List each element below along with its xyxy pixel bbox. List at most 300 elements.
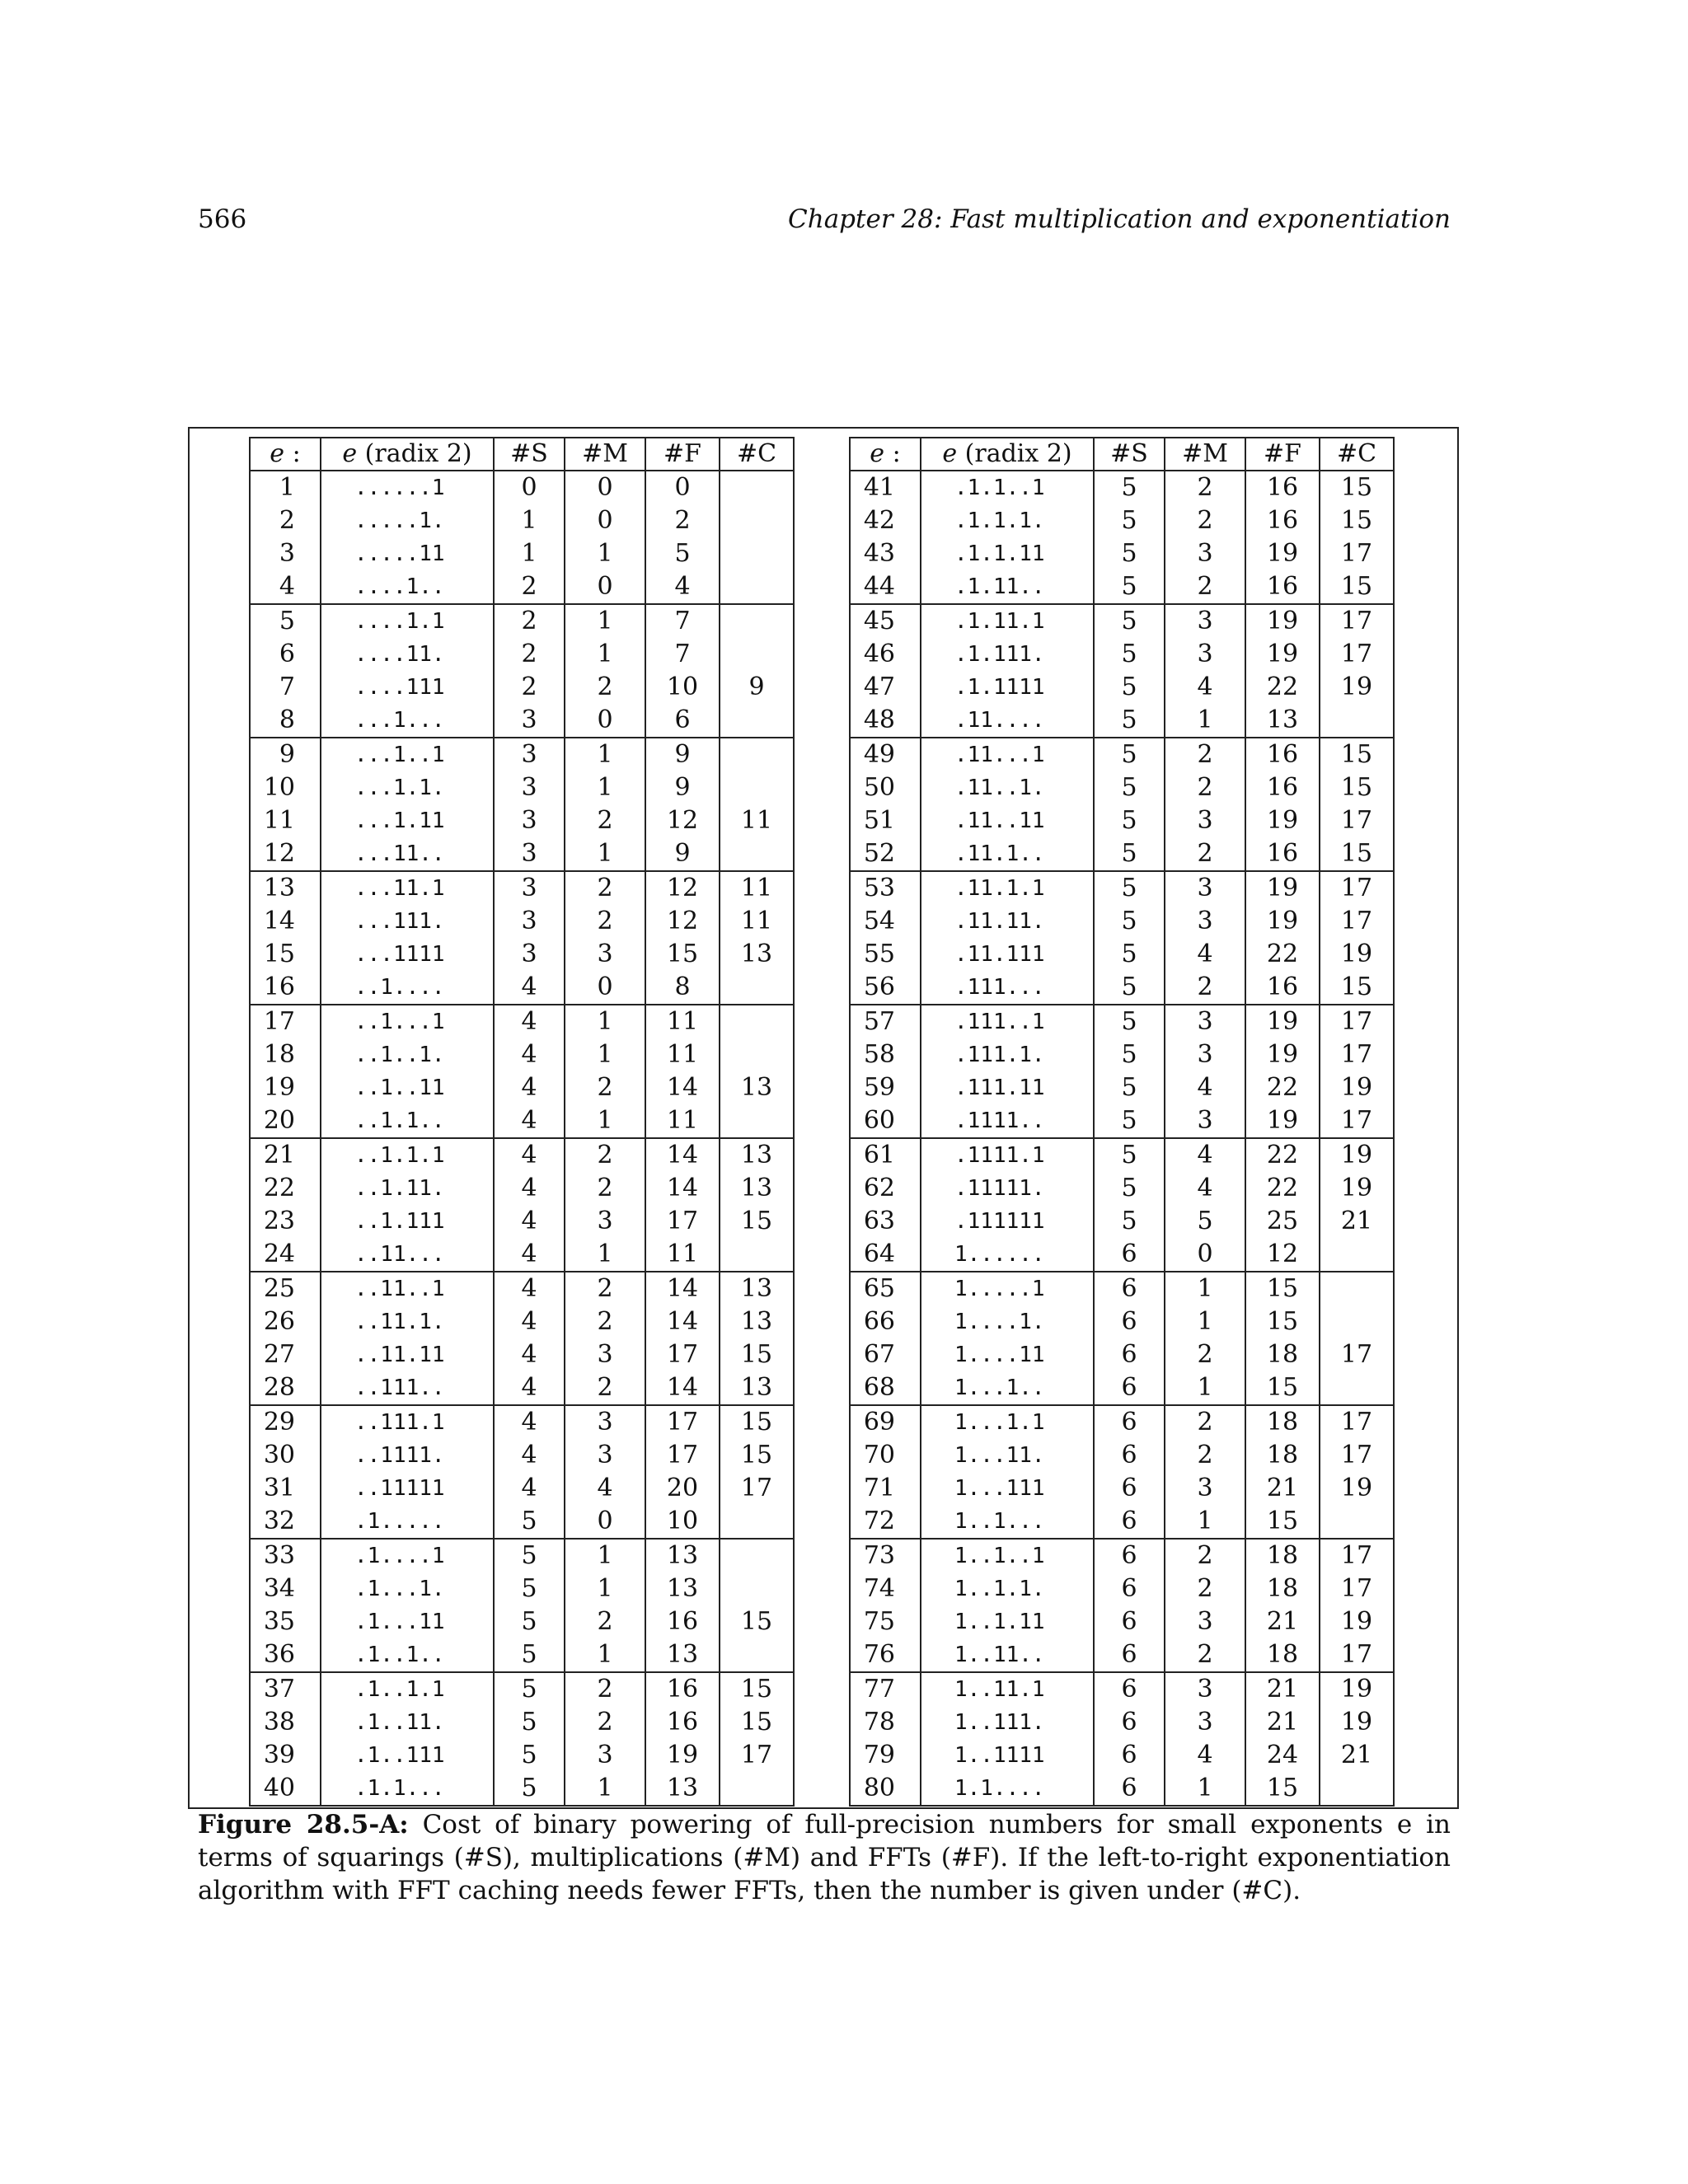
cell-e: 26 — [250, 1305, 321, 1338]
table-row — [850, 1472, 1394, 1505]
cell-multiplications: 2 — [1165, 1338, 1245, 1371]
cell-multiplications: 3 — [1165, 1104, 1245, 1138]
cell-e: 3 — [250, 537, 321, 570]
cell-cached-ffts: 19 — [1320, 1138, 1394, 1172]
cell-radix2: 1..1111 — [921, 1739, 1094, 1772]
table-row — [250, 604, 794, 638]
table-row — [850, 1706, 1394, 1739]
cell-ffts: 9 — [645, 837, 720, 871]
cell-cached-ffts: 13 — [720, 1305, 794, 1338]
table-row — [250, 1539, 794, 1572]
cell-e: 37 — [250, 1672, 321, 1706]
cell-cached-ffts: 13 — [720, 1071, 794, 1104]
cell-cached-ffts: 17 — [720, 1739, 794, 1772]
cell-e: 7 — [250, 671, 321, 704]
cell-multiplications: 1 — [565, 771, 645, 804]
table-row — [850, 1672, 1394, 1706]
cell-ffts: 7 — [645, 638, 720, 671]
table-row — [250, 1305, 794, 1338]
table-row — [850, 1505, 1394, 1539]
cell-multiplications: 3 — [1165, 604, 1245, 638]
cell-squarings: 3 — [494, 905, 565, 938]
cell-multiplications: 2 — [565, 1605, 645, 1638]
cell-cached-ffts: 15 — [720, 1338, 794, 1371]
cell-radix2: 1....11 — [921, 1338, 1094, 1371]
cell-radix2: ...1111 — [321, 938, 494, 971]
cell-ffts: 16 — [1245, 971, 1320, 1005]
table-row — [850, 771, 1394, 804]
cell-radix2: 1.....1 — [921, 1272, 1094, 1305]
cell-ffts: 15 — [1245, 1371, 1320, 1405]
cell-ffts: 24 — [1245, 1739, 1320, 1772]
cell-multiplications: 1 — [565, 1539, 645, 1572]
cell-e: 46 — [850, 638, 921, 671]
cell-ffts: 13 — [1245, 704, 1320, 738]
cell-e: 11 — [250, 804, 321, 837]
table-row — [250, 771, 794, 804]
table-row — [850, 1539, 1394, 1572]
cell-radix2: .1.1111 — [921, 671, 1094, 704]
cell-ffts: 18 — [1245, 1405, 1320, 1439]
cell-radix2: .111.1. — [921, 1038, 1094, 1071]
cell-ffts: 18 — [1245, 1439, 1320, 1472]
cell-ffts: 16 — [1245, 570, 1320, 604]
cell-ffts: 22 — [1245, 1071, 1320, 1104]
cell-multiplications: 3 — [1165, 871, 1245, 905]
cell-cached-ffts: 15 — [1320, 971, 1394, 1005]
header-cached-ffts: #C — [1320, 438, 1394, 471]
cell-radix2: .111... — [921, 971, 1094, 1005]
cell-e: 25 — [250, 1272, 321, 1305]
cell-squarings: 3 — [494, 804, 565, 837]
cell-ffts: 7 — [645, 604, 720, 638]
cell-ffts: 13 — [645, 1772, 720, 1806]
cell-squarings: 1 — [494, 537, 565, 570]
cell-ffts: 15 — [1245, 1272, 1320, 1305]
cell-squarings: 5 — [1094, 1138, 1165, 1172]
table-row — [850, 938, 1394, 971]
cell-multiplications: 3 — [565, 1205, 645, 1238]
header-cached-ffts: #C — [720, 438, 794, 471]
cell-e: 6 — [250, 638, 321, 671]
cell-e: 13 — [250, 871, 321, 905]
cell-squarings: 5 — [494, 1572, 565, 1605]
cell-radix2: ..1.1.. — [321, 1104, 494, 1138]
cell-squarings: 6 — [1094, 1238, 1165, 1272]
cell-cached-ffts: 17 — [1320, 1405, 1394, 1439]
cell-ffts: 10 — [645, 1505, 720, 1539]
cell-ffts: 19 — [645, 1739, 720, 1772]
cell-e: 74 — [850, 1572, 921, 1605]
cell-multiplications: 3 — [565, 1739, 645, 1772]
cell-cached-ffts — [720, 570, 794, 604]
cell-e: 78 — [850, 1706, 921, 1739]
cell-ffts: 8 — [645, 971, 720, 1005]
cell-radix2: .11...1 — [921, 738, 1094, 771]
cell-radix2: ....11. — [321, 638, 494, 671]
table-row — [250, 1071, 794, 1104]
cell-squarings: 5 — [494, 1772, 565, 1806]
cell-ffts: 5 — [645, 537, 720, 570]
cell-squarings: 5 — [1094, 871, 1165, 905]
cell-e: 9 — [250, 738, 321, 771]
cell-e: 54 — [850, 905, 921, 938]
cell-radix2: ...1... — [321, 704, 494, 738]
cell-multiplications: 1 — [565, 1005, 645, 1038]
cell-cached-ffts — [1320, 704, 1394, 738]
cell-ffts: 22 — [1245, 1138, 1320, 1172]
table-row — [850, 1772, 1394, 1806]
table-row — [850, 471, 1394, 504]
cell-multiplications: 2 — [565, 871, 645, 905]
table-row — [850, 570, 1394, 604]
cell-squarings: 5 — [1094, 971, 1165, 1005]
cell-multiplications: 2 — [1165, 971, 1245, 1005]
cell-ffts: 19 — [1245, 537, 1320, 570]
cell-e: 33 — [250, 1539, 321, 1572]
cell-squarings: 4 — [494, 1405, 565, 1439]
cell-multiplications: 4 — [1165, 1071, 1245, 1104]
cell-multiplications: 2 — [1165, 837, 1245, 871]
table-row — [850, 1405, 1394, 1439]
cell-squarings: 4 — [494, 1238, 565, 1272]
cell-ffts: 22 — [1245, 671, 1320, 704]
header-squarings: #S — [1094, 438, 1165, 471]
cell-ffts: 9 — [645, 738, 720, 771]
cell-multiplications: 2 — [1165, 1638, 1245, 1672]
cell-ffts: 16 — [1245, 771, 1320, 804]
table-row — [850, 1439, 1394, 1472]
cell-e: 28 — [250, 1371, 321, 1405]
cell-squarings: 4 — [494, 1371, 565, 1405]
cell-e: 36 — [250, 1638, 321, 1672]
cell-e: 61 — [850, 1138, 921, 1172]
cell-squarings: 6 — [1094, 1371, 1165, 1405]
table-row — [850, 1605, 1394, 1638]
cell-radix2: 1..11.. — [921, 1638, 1094, 1672]
cell-cached-ffts — [720, 738, 794, 771]
cell-ffts: 19 — [1245, 638, 1320, 671]
cell-squarings: 4 — [494, 1104, 565, 1138]
cell-e: 49 — [850, 738, 921, 771]
cell-e: 65 — [850, 1272, 921, 1305]
cell-e: 60 — [850, 1104, 921, 1138]
cell-radix2: ..1..1. — [321, 1038, 494, 1071]
table-row — [850, 1238, 1394, 1272]
table-row — [250, 1739, 794, 1772]
table-row — [250, 1005, 794, 1038]
cell-squarings: 5 — [494, 1672, 565, 1706]
cell-cached-ffts: 17 — [1320, 1038, 1394, 1071]
cell-cached-ffts: 13 — [720, 1138, 794, 1172]
cell-e: 22 — [250, 1172, 321, 1205]
cell-ffts: 17 — [645, 1205, 720, 1238]
cell-multiplications: 2 — [1165, 738, 1245, 771]
cell-radix2: .11.... — [921, 704, 1094, 738]
figure-frame — [188, 427, 1459, 1809]
cell-e: 20 — [250, 1104, 321, 1138]
cell-radix2: .111.11 — [921, 1071, 1094, 1104]
cost-table-left — [249, 437, 795, 1807]
cell-multiplications: 2 — [1165, 471, 1245, 504]
cell-radix2: ..111.. — [321, 1371, 494, 1405]
cell-ffts: 25 — [1245, 1205, 1320, 1238]
cell-multiplications: 0 — [565, 704, 645, 738]
cell-multiplications: 1 — [565, 738, 645, 771]
cell-squarings: 6 — [1094, 1605, 1165, 1638]
cell-ffts: 11 — [645, 1038, 720, 1071]
table-row — [250, 471, 794, 504]
cell-cached-ffts: 19 — [1320, 1706, 1394, 1739]
cell-ffts: 19 — [1245, 1005, 1320, 1038]
cell-multiplications: 1 — [565, 1038, 645, 1071]
cell-cached-ffts — [1320, 1371, 1394, 1405]
cell-multiplications: 2 — [565, 1071, 645, 1104]
cell-e: 34 — [250, 1572, 321, 1605]
table-row — [850, 704, 1394, 738]
cell-radix2: .11111. — [921, 1172, 1094, 1205]
table-row — [850, 1305, 1394, 1338]
table-header-row — [850, 438, 1394, 471]
table-row — [250, 837, 794, 871]
cell-e: 59 — [850, 1071, 921, 1104]
cell-radix2: ....1.1 — [321, 604, 494, 638]
table-row — [850, 804, 1394, 837]
table-row — [250, 1138, 794, 1172]
cell-cached-ffts: 17 — [1320, 1005, 1394, 1038]
cell-radix2: ..11..1 — [321, 1272, 494, 1305]
cell-multiplications: 3 — [1165, 1472, 1245, 1505]
cell-multiplications: 3 — [1165, 1672, 1245, 1706]
cell-multiplications: 2 — [1165, 1572, 1245, 1605]
cell-squarings: 4 — [494, 1472, 565, 1505]
cell-cached-ffts: 21 — [1320, 1739, 1394, 1772]
cell-multiplications: 4 — [1165, 1172, 1245, 1205]
cell-cached-ffts: 19 — [1320, 1172, 1394, 1205]
cell-radix2: ..11... — [321, 1238, 494, 1272]
cell-e: 8 — [250, 704, 321, 738]
cell-cached-ffts — [720, 771, 794, 804]
table-row — [250, 1572, 794, 1605]
cell-squarings: 6 — [1094, 1572, 1165, 1605]
cell-ffts: 22 — [1245, 1172, 1320, 1205]
cell-radix2: .1.1.1. — [921, 504, 1094, 537]
header-radix: e (radix 2) — [321, 438, 494, 471]
cell-cached-ffts: 15 — [720, 1605, 794, 1638]
cell-e: 80 — [850, 1772, 921, 1806]
cell-ffts: 15 — [645, 938, 720, 971]
table-row — [850, 1038, 1394, 1071]
cell-multiplications: 3 — [1165, 1605, 1245, 1638]
cell-radix2: 1...1.1 — [921, 1405, 1094, 1439]
cell-ffts: 18 — [1245, 1638, 1320, 1672]
table-row — [850, 1338, 1394, 1371]
cell-cached-ffts — [720, 1005, 794, 1038]
cell-multiplications: 3 — [1165, 537, 1245, 570]
cell-ffts: 19 — [1245, 604, 1320, 638]
cell-multiplications: 3 — [1165, 804, 1245, 837]
cell-radix2: ...111. — [321, 905, 494, 938]
cell-ffts: 14 — [645, 1272, 720, 1305]
cell-multiplications: 2 — [565, 1672, 645, 1706]
cell-radix2: .1111.1 — [921, 1138, 1094, 1172]
cell-cached-ffts — [720, 638, 794, 671]
cell-cached-ffts: 17 — [1320, 1439, 1394, 1472]
cell-e: 67 — [850, 1338, 921, 1371]
cell-radix2: ..1...1 — [321, 1005, 494, 1038]
cell-squarings: 5 — [1094, 1104, 1165, 1138]
table-row — [250, 804, 794, 837]
cell-radix2: .....11 — [321, 537, 494, 570]
cell-cached-ffts — [720, 537, 794, 570]
cell-e: 63 — [850, 1205, 921, 1238]
cell-radix2: .1..11. — [321, 1706, 494, 1739]
cell-e: 68 — [850, 1371, 921, 1405]
table-row — [850, 1371, 1394, 1405]
table-row — [850, 537, 1394, 570]
cell-squarings: 5 — [1094, 1172, 1165, 1205]
cell-multiplications: 4 — [1165, 1138, 1245, 1172]
table-row — [250, 704, 794, 738]
cell-cached-ffts: 15 — [720, 1439, 794, 1472]
cell-cached-ffts — [720, 1638, 794, 1672]
cell-cached-ffts: 17 — [1320, 1638, 1394, 1672]
cell-radix2: .1.111. — [921, 638, 1094, 671]
cell-ffts: 17 — [645, 1338, 720, 1371]
cell-ffts: 17 — [645, 1405, 720, 1439]
cell-e: 77 — [850, 1672, 921, 1706]
cell-ffts: 14 — [645, 1371, 720, 1405]
table-row — [250, 1638, 794, 1672]
cell-radix2: ..11.11 — [321, 1338, 494, 1371]
cell-multiplications: 4 — [1165, 1739, 1245, 1772]
cell-ffts: 12 — [645, 871, 720, 905]
cell-radix2: .1..... — [321, 1505, 494, 1539]
cell-squarings: 6 — [1094, 1706, 1165, 1739]
cell-radix2: ....111 — [321, 671, 494, 704]
caption-label: Figure 28.5-A: — [198, 1810, 409, 1840]
cell-e: 71 — [850, 1472, 921, 1505]
cell-multiplications: 0 — [565, 570, 645, 604]
cell-cached-ffts — [720, 1505, 794, 1539]
cell-ffts: 19 — [1245, 905, 1320, 938]
cell-e: 64 — [850, 1238, 921, 1272]
table-header-row — [250, 438, 794, 471]
cell-radix2: ...11.. — [321, 837, 494, 871]
cell-squarings: 5 — [494, 1638, 565, 1672]
cell-e: 58 — [850, 1038, 921, 1071]
cell-cached-ffts: 15 — [720, 1706, 794, 1739]
cell-e: 56 — [850, 971, 921, 1005]
table-row — [850, 971, 1394, 1005]
cell-squarings: 5 — [1094, 537, 1165, 570]
cell-ffts: 18 — [1245, 1539, 1320, 1572]
cell-multiplications: 1 — [1165, 704, 1245, 738]
cell-ffts: 12 — [1245, 1238, 1320, 1272]
cell-squarings: 4 — [494, 1439, 565, 1472]
cell-radix2: ....1.. — [321, 570, 494, 604]
cell-cached-ffts: 17 — [1320, 638, 1394, 671]
cell-cached-ffts: 15 — [1320, 738, 1394, 771]
cell-cached-ffts: 13 — [720, 1172, 794, 1205]
cell-squarings: 5 — [1094, 1038, 1165, 1071]
table-row — [850, 1005, 1394, 1038]
cell-e: 23 — [250, 1205, 321, 1238]
cell-ffts: 2 — [645, 504, 720, 537]
cell-cached-ffts: 15 — [1320, 771, 1394, 804]
cell-squarings: 5 — [1094, 804, 1165, 837]
cell-cached-ffts — [720, 1238, 794, 1272]
cell-squarings: 5 — [1094, 738, 1165, 771]
cell-cached-ffts — [1320, 1505, 1394, 1539]
cell-multiplications: 1 — [565, 1238, 645, 1272]
table-row — [850, 1572, 1394, 1605]
cell-ffts: 14 — [645, 1172, 720, 1205]
cell-cached-ffts — [1320, 1272, 1394, 1305]
cell-squarings: 6 — [1094, 1405, 1165, 1439]
cell-ffts: 15 — [1245, 1305, 1320, 1338]
cell-cached-ffts: 17 — [720, 1472, 794, 1505]
cell-e: 32 — [250, 1505, 321, 1539]
cell-radix2: ..1.... — [321, 971, 494, 1005]
cell-squarings: 2 — [494, 671, 565, 704]
table-row — [850, 671, 1394, 704]
header-multiplications: #M — [565, 438, 645, 471]
cell-ffts: 0 — [645, 471, 720, 504]
cell-squarings: 5 — [1094, 1205, 1165, 1238]
cell-cached-ffts — [1320, 1772, 1394, 1806]
cell-multiplications: 1 — [565, 1104, 645, 1138]
cell-cached-ffts — [720, 471, 794, 504]
cell-e: 51 — [850, 804, 921, 837]
table-row — [850, 905, 1394, 938]
table-row — [850, 1272, 1394, 1305]
cell-cached-ffts — [720, 837, 794, 871]
cell-squarings: 5 — [1094, 671, 1165, 704]
cell-ffts: 17 — [645, 1439, 720, 1472]
cell-multiplications: 1 — [565, 638, 645, 671]
cell-e: 57 — [850, 1005, 921, 1038]
cell-multiplications: 1 — [565, 1572, 645, 1605]
cell-squarings: 5 — [1094, 938, 1165, 971]
cell-multiplications: 2 — [1165, 1439, 1245, 1472]
cell-e: 55 — [850, 938, 921, 971]
cell-squarings: 6 — [1094, 1672, 1165, 1706]
cell-radix2: 1.1.... — [921, 1772, 1094, 1806]
table-row — [250, 971, 794, 1005]
cell-radix2: 1..111. — [921, 1706, 1094, 1739]
table-row — [250, 1439, 794, 1472]
cell-cached-ffts — [720, 704, 794, 738]
cell-radix2: ...1..1 — [321, 738, 494, 771]
cell-radix2: .11.1.1 — [921, 871, 1094, 905]
page-number: 566 — [198, 204, 247, 234]
cell-e: 10 — [250, 771, 321, 804]
cell-multiplications: 5 — [1165, 1205, 1245, 1238]
cell-squarings: 6 — [1094, 1338, 1165, 1371]
cell-radix2: ..11.1. — [321, 1305, 494, 1338]
cell-multiplications: 2 — [565, 1371, 645, 1405]
cell-cached-ffts: 15 — [720, 1405, 794, 1439]
cell-squarings: 5 — [1094, 1071, 1165, 1104]
cell-cached-ffts: 15 — [1320, 570, 1394, 604]
cell-radix2: ..111.1 — [321, 1405, 494, 1439]
cell-e: 70 — [850, 1439, 921, 1472]
cell-squarings: 5 — [494, 1739, 565, 1772]
cell-squarings: 5 — [494, 1605, 565, 1638]
cell-e: 40 — [250, 1772, 321, 1806]
table-row — [250, 671, 794, 704]
